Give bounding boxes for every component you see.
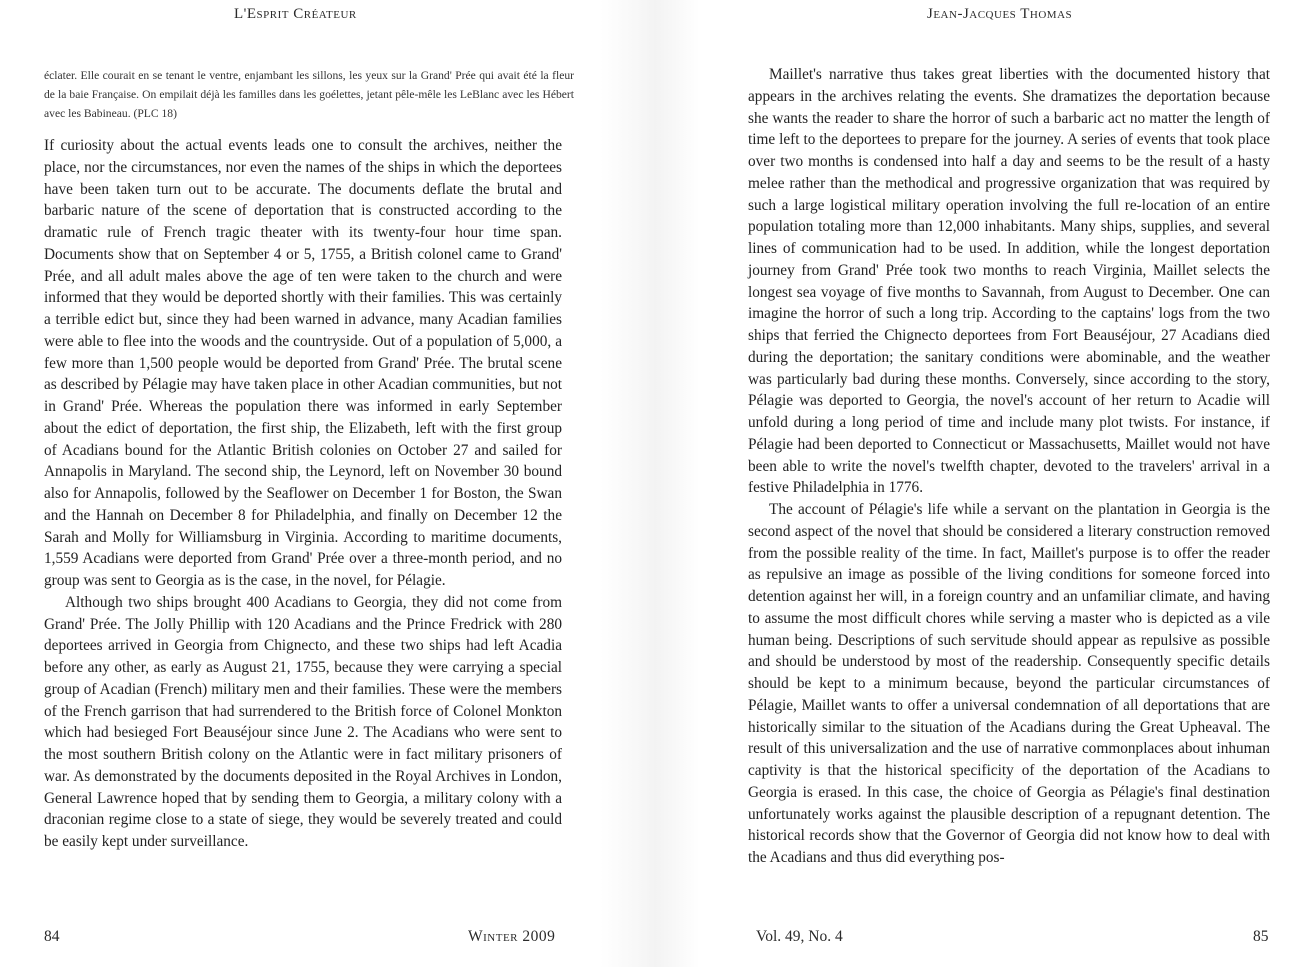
block-quote: éclater. Elle courait en se tenant le ventre, enjambant les sillons, les yeux sur la Grand' Prée qui avait été la fleur de la baie Française. On empilait déjà les familles dans les goélettes, jetant pêle-mêle les LeBlanc avec les Hébert avec les Babineau. (PLC 18) [44,69,574,120]
paragraph: The account of Pélagie's life while a servant on the plantation in Georgia is the second aspect of the novel that should be considered a literary construction removed from the possible reality of the time. In fact, Maillet's purpose is to offer the reader as repulsive an image as possible of the living conditions for someone forced into detention against her will, in a foreign country and an unfamiliar climate, and having to assume the most difficult chores while serving a master who is depicted as a vile human being. Descriptions of such servitude should appear as repulsive as possible and should be understood by most of the readership. Consequently specific details should be kept to a minimum because, beyond the particular circumstances of Pélagie, Maillet wants to offer a universal condemnation of all deportations that are historically similar to the situation of the Acadians during the Great Upheaval. The result of this universalization and the use of narrative commonplaces about inhuman captivity is that the historical specificity of the deportation of the Acadians to Georgia is erased. In this case, the choice of Georgia as Pélagie's final destination unfortunately works against the plausible description of a repugnant detention. The historical records show that the Governor of Georgia did not know how to deal with the Acadians and thus did everything pos- [748,501,1270,866]
paragraph: Although two ships brought 400 Acadians to Georgia, they did not come from Grand' Prée. The Jolly Phillip with 120 Acadians and the Prince Fredrick with 280 deportees arrived in Georgia from Chignecto, and these two ships had left Acadia before any other, as early as August 21, 1755, because they were carrying a special group of Acadian (French) military men and their families. These were the members of the French garrison that had surrendered to the British force of Colonel Monkton which had besieged Fort Beauséjour since June 2. The Acadians who were sent to the most southern British colony on the Atlantic were in fact military prisoners of war. As demonstrated by the documents deposited in the Royal Archives in London, General Lawrence hoped that by sending them to Georgia, a military colony with a draconian regime close to a state of siege, they would be severely treated and could be easily kept under surveillance. [44,593,562,850]
running-head: Jean-Jacques Thomas [927,6,1073,22]
body-text [44,135,562,853]
right-page [700,0,1306,967]
paragraph: Maillet's narrative thus takes great liberties with the documented history that appears in the archives relating the events. She dramatizes the deportation because she wants the reader to share the horror of such a barbaric act no matter the length of time left to the deportees to prepare for the journey. A series of events that took place over two months is condensed into half a day and seems to be the result of a hasty melee rather than the methodical and progressive organization that was required by such a large logistical military operation involving the full re-location of an entire population totaling more than 12,000 inhabitants. Many ships, supplies, and several lines of communication had to be used. In addition, while the longest deportation journey from Grand' Prée took two months to reach Virginia, Maillet selects the longest sea voyage of five months to Savannah, from August to December. One can imagine the horror of such a long trip. According to the captains' logs from the two ships that ferried the Chignecto deportees from Fort Beauséjour, 27 Acadians died during the deportation; the sanitary conditions were abominable, and the weather was particularly bad during these months. Conversely, since according to the story, Pélagie was deported to Georgia, the novel's account of her return to Acadie will unfold during a long period of time and include many plot twists. For instance, if Pélagie had been deported to Connecticut or Massachusetts, Maillet would not have been able to write the novel's twelfth chapter, devoted to the travelers' arrival in a festive Philadelphia in 1776. [748,66,1270,497]
book-gutter [600,0,700,967]
left-page [0,0,600,967]
issue-volume: Vol. 49, No. 4 [756,928,843,945]
body-text [748,64,1270,869]
running-head: L'Esprit Créateur [234,6,357,22]
page-number: 84 [44,928,60,945]
page-number: 85 [1253,928,1269,945]
paragraph: If curiosity about the actual events leads one to consult the archives, neither the place, nor the circumstances, nor even the names of the ships in which the deportees have been taken turn out to be accurate. The documents deflate the brutal and barbaric nature of the scene of deportation that is constructed according to the dramatic rule of French tragic theater with its twenty-four hour time span. Documents show that on September 4 or 5, 1755, a British colonel came to Grand' Prée, and all adult males above the age of ten were taken to the church and were informed that they would be deported shortly with their families. This was certainly a terrible edict but, since they had been warned in advance, many Acadian families were able to flee into the woods and the countryside. Out of a population of 5,000, a few more than 1,500 people would be deported from Grand' Prée. The brutal scene as described by Pélagie may have taken place in other Acadian communities, but not in Grand' Prée. Whereas the population there was informed in early September about the edict of deportation, the first ship, the Elizabeth, left with the first group of Acadians bound for the Atlantic British colonies on October 27 and sailed for Annapolis in Maryland. The second ship, the Leynord, left on November 30 bound also for Annapolis, followed by the Seaflower on December 1 for Boston, the Swan and the Hannah on December 8 for Philadelphia, and finally on December 12 the Sarah and Molly for Williamsburg in Virginia. According to maritime documents, 1,559 Acadians were deported from Grand' Prée over a three-month period, and no group was sent to Georgia as is the case, in the novel, for Pélagie. [44,137,562,589]
issue-season: Winter 2009 [468,928,556,945]
